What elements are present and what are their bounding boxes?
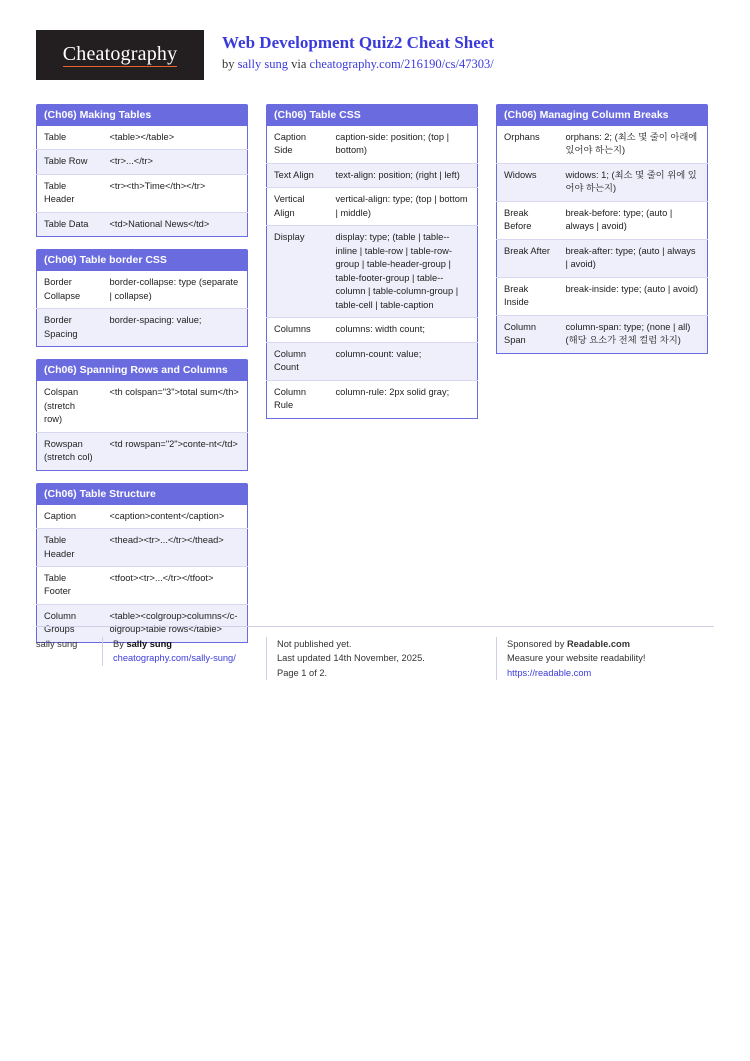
footer-sponsor-prefix: Sponsored by	[507, 639, 567, 649]
card-title: (Ch06) Table border CSS	[36, 249, 248, 271]
table-row	[37, 271, 248, 308]
row-key: Break Inside	[504, 283, 529, 308]
row-value: <th colspan="3">total sum</th>	[109, 387, 239, 398]
row-value: caption-side: position; (top | bottom)	[335, 132, 450, 156]
table-row	[37, 505, 248, 529]
footer-profile-link[interactable]: cheatography.com/sally-sung/	[113, 653, 236, 664]
footer-left	[36, 637, 248, 680]
table-row	[267, 163, 478, 187]
row-value: border-collapse: type (separate | collapse)	[109, 277, 239, 301]
row-key: Rowspan (stretch col)	[44, 438, 93, 463]
row-key: Caption	[44, 510, 77, 521]
card-table	[36, 126, 248, 237]
table-row	[497, 126, 708, 163]
table-row	[37, 529, 248, 567]
card-table-css	[266, 104, 478, 419]
card-making-tables	[36, 104, 248, 237]
row-key: Display	[274, 232, 305, 243]
table-row	[497, 201, 708, 239]
row-value: <thead><tr>...</tr></thead>	[109, 535, 224, 546]
row-value: border-spacing: value;	[109, 315, 202, 326]
row-value: widows: 1; (최소 몇 줄이 위에 있어야 하는지)	[565, 169, 697, 194]
source-url-link[interactable]: cheatography.com/216190/cs/47303/	[309, 57, 494, 72]
row-key: Border Collapse	[44, 277, 81, 301]
table-row	[267, 318, 478, 342]
table-row	[267, 126, 478, 163]
row-key: Border Spacing	[44, 315, 78, 339]
row-key: Column Groups	[44, 610, 77, 635]
footer-author-name: sally sung	[36, 639, 78, 649]
cheatsheet-columns	[36, 104, 714, 655]
card-managing-column-breaks	[496, 104, 708, 354]
row-key: Break After	[504, 245, 550, 256]
row-value: <tr><th>Time</th></tr>	[109, 180, 206, 191]
table-row	[37, 174, 248, 212]
table-row	[267, 380, 478, 418]
row-key: Table Data	[44, 218, 89, 229]
column-3	[496, 104, 708, 366]
row-value: <table><colgroup>columns</c-olgroup>table rows</table>	[109, 610, 238, 635]
row-value: <tr>...</tr>	[109, 156, 153, 167]
row-value: <table></table>	[109, 132, 175, 142]
footer-published-status: Not published yet.	[277, 639, 352, 649]
row-key: Column Span	[504, 321, 537, 346]
logo-text: Cheatography	[62, 43, 178, 65]
row-value: vertical-align: type; (top | bottom | middle)	[335, 194, 468, 218]
footer-by-line	[113, 637, 248, 651]
row-key: Colspan (stretch row)	[44, 387, 79, 425]
footer-page-number: Page 1 of 2.	[277, 667, 328, 678]
page-footer	[36, 626, 714, 680]
footer-by-label: By	[113, 639, 124, 649]
page-title: Web Development Quiz2 Cheat Sheet	[222, 33, 494, 52]
row-value: break-inside: type; (auto | avoid)	[565, 283, 699, 294]
card-title: (Ch06) Managing Column Breaks	[496, 104, 708, 126]
table-row	[497, 315, 708, 353]
footer-last-updated: Last updated 14th November, 2025.	[277, 653, 425, 664]
table-row	[37, 150, 248, 174]
table-row	[497, 239, 708, 277]
card-title: (Ch06) Spanning Rows and Columns	[36, 359, 248, 381]
row-key: Column Rule	[274, 386, 307, 411]
card-table	[266, 126, 478, 419]
footer-sponsor-line	[507, 637, 708, 651]
cheatography-logo[interactable]	[36, 30, 204, 80]
card-title: (Ch06) Making Tables	[36, 104, 248, 126]
author-link[interactable]: sally sung	[237, 57, 288, 72]
byline	[222, 57, 494, 72]
table-row	[267, 342, 478, 380]
footer-author: sally sung	[126, 639, 172, 649]
row-value: columns: width count;	[335, 324, 425, 335]
footer-sponsor-link[interactable]: https://readable.com	[507, 667, 592, 678]
row-value: text-align: position; (right | left)	[335, 169, 460, 180]
row-value: <td rowspan="2">conte-nt</td>	[109, 438, 238, 449]
row-key: Table Header	[44, 180, 75, 205]
row-key: Vertical Align	[274, 194, 305, 218]
table-row	[267, 188, 478, 226]
card-title: (Ch06) Table Structure	[36, 483, 248, 505]
card-table	[496, 126, 708, 354]
row-value: column-rule: 2px solid gray;	[335, 386, 450, 397]
table-row	[37, 566, 248, 604]
row-value: <caption>content</caption>	[109, 510, 225, 521]
footer-sponsor-tagline: Measure your website readability!	[507, 653, 646, 664]
table-row	[37, 212, 248, 236]
byline-by-label: by	[222, 57, 235, 72]
footer-sponsor-name: Readable.com	[566, 639, 630, 649]
column-2	[266, 104, 478, 431]
row-key: Caption Side	[274, 132, 307, 156]
row-value: column-span: type; (none | all) (해당 요소가 전체 컬럼 차지)	[565, 321, 691, 346]
column-1	[36, 104, 248, 655]
row-key: Orphans	[504, 132, 540, 142]
row-key: Table Header	[44, 535, 75, 559]
footer-right	[496, 637, 708, 680]
table-row	[497, 163, 708, 201]
row-key: Widows	[504, 169, 537, 180]
row-key: Table	[44, 132, 67, 142]
card-table-structure	[36, 483, 248, 643]
byline-via-label: via	[291, 57, 307, 72]
row-key: Table Row	[44, 156, 88, 167]
row-value: orphans: 2; (최소 몇 줄이 아래에 있어야 하는지)	[565, 132, 698, 156]
row-value: display: type; (table | table--inline | table-row | table-row-group | table-header-group | table-footer-group | table--column | table-column-group | table-cell | table-caption	[335, 232, 459, 310]
card-spanning-rows-columns	[36, 359, 248, 470]
row-key: Table Footer	[44, 572, 71, 597]
page-header	[36, 30, 714, 82]
row-value: break-after: type; (auto | always | avoid)	[565, 245, 696, 270]
row-key: Text Align	[274, 169, 314, 180]
row-value: <td>National News</td>	[109, 218, 210, 229]
card-table	[36, 381, 248, 470]
footer-middle	[266, 637, 478, 680]
row-value: <tfoot><tr>...</tr></tfoot>	[109, 572, 214, 583]
row-value: break-before: type; (auto | always | avoid)	[565, 207, 673, 232]
row-value: column-count: value;	[335, 348, 422, 359]
table-row	[37, 309, 248, 347]
table-row	[37, 432, 248, 470]
table-row	[267, 226, 478, 318]
card-table	[36, 505, 248, 643]
row-key: Columns	[274, 324, 311, 335]
row-key: Column Count	[274, 348, 307, 373]
card-table-border-css	[36, 249, 248, 347]
card-title: (Ch06) Table CSS	[266, 104, 478, 126]
table-row	[497, 277, 708, 315]
title-block	[204, 30, 494, 72]
table-row	[37, 381, 248, 432]
row-key: Break Before	[504, 207, 532, 232]
card-table	[36, 271, 248, 347]
table-row	[37, 126, 248, 150]
